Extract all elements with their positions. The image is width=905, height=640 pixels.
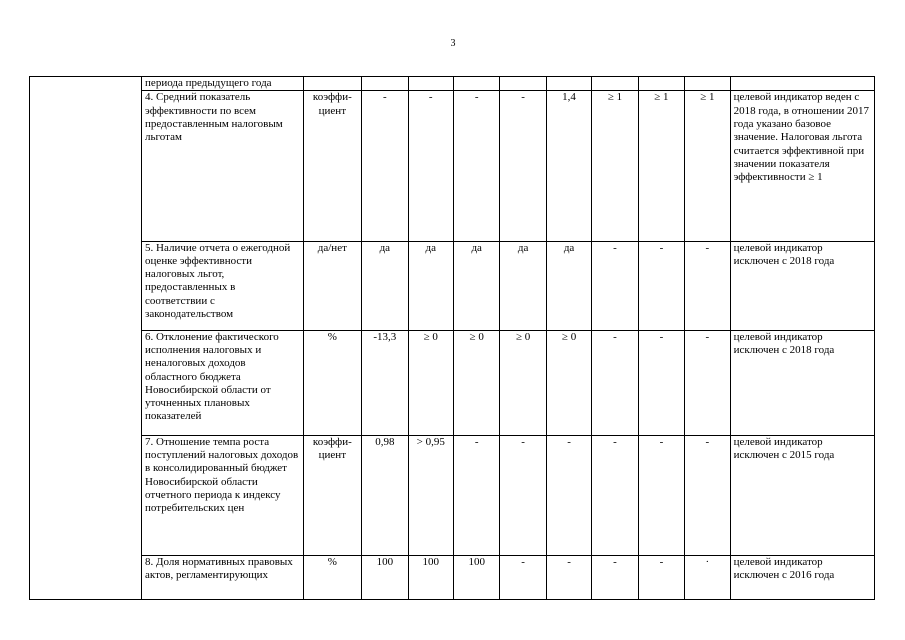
value-cell: 0,98 — [362, 435, 408, 555]
indicator-name-cell: 7. Отношение темпа роста поступлений налоговых доходов в консолидированный бюджет Новосибирской области отчетного периода к индексу потребительских цен — [142, 435, 304, 555]
note-cell: целевой индикатор исключен с 2018 года — [730, 330, 874, 435]
value-cell: - — [500, 435, 546, 555]
note-cell: целевой индикатор исключен с 2016 года — [730, 555, 874, 599]
value-cell: 100 — [362, 555, 408, 599]
value-cell: - — [592, 555, 638, 599]
value-cell: - — [685, 330, 730, 435]
value-cell: ≥ 1 — [592, 91, 638, 241]
table-row — [30, 91, 875, 241]
value-cell: - — [638, 555, 684, 599]
value-cell: ≥ 0 — [546, 330, 591, 435]
value-cell — [638, 77, 684, 91]
note-cell: целевой индикатор исключен с 2018 года — [730, 241, 874, 330]
value-cell: · — [685, 555, 730, 599]
value-cell: да — [408, 241, 453, 330]
unit-cell: коэффи-циент — [303, 91, 362, 241]
value-cell: - — [592, 330, 638, 435]
value-cell: - — [592, 435, 638, 555]
indicator-name-cell: 5. Наличие отчета о ежегодной оценке эффективности налоговых льгот, предоставленных в соответствии с законодательством — [142, 241, 304, 330]
indicators-table — [29, 76, 875, 600]
table-row — [30, 241, 875, 330]
note-cell — [730, 77, 874, 91]
value-cell: - — [500, 555, 546, 599]
value-cell: - — [408, 91, 453, 241]
table-row — [30, 77, 875, 91]
unit-cell: % — [303, 555, 362, 599]
value-cell — [592, 77, 638, 91]
value-cell: - — [685, 435, 730, 555]
value-cell: ≥ 1 — [638, 91, 684, 241]
indicator-name-cell: 4. Средний показатель эффективности по всем предоставленным налоговым льготам — [142, 91, 304, 241]
value-cell — [453, 77, 499, 91]
value-cell — [408, 77, 453, 91]
table-row — [30, 435, 875, 555]
value-cell: - — [592, 241, 638, 330]
unit-cell: да/нет — [303, 241, 362, 330]
value-cell — [685, 77, 730, 91]
value-cell: ≥ 0 — [500, 330, 546, 435]
table-row — [30, 330, 875, 435]
unit-cell: коэффи-циент — [303, 435, 362, 555]
value-cell: да — [546, 241, 591, 330]
value-cell: - — [362, 91, 408, 241]
value-cell: да — [500, 241, 546, 330]
value-cell: - — [638, 435, 684, 555]
value-cell: - — [500, 91, 546, 241]
value-cell: 1,4 — [546, 91, 591, 241]
value-cell: 100 — [453, 555, 499, 599]
value-cell: - — [453, 435, 499, 555]
value-cell: - — [638, 241, 684, 330]
unit-cell — [303, 77, 362, 91]
value-cell: - — [638, 330, 684, 435]
value-cell: ≥ 0 — [408, 330, 453, 435]
value-cell: да — [362, 241, 408, 330]
note-cell: целевой индикатор исключен с 2015 года — [730, 435, 874, 555]
value-cell: ≥ 0 — [453, 330, 499, 435]
table-row — [30, 555, 875, 599]
value-cell: - — [685, 241, 730, 330]
indicator-name-cell: 6. Отклонение фактического исполнения налоговых и неналоговых доходов областного бюджета Новосибирской области от уточненных плановых показателей — [142, 330, 304, 435]
value-cell: - — [546, 555, 591, 599]
page-number: 3 — [450, 38, 456, 49]
value-cell: - — [546, 435, 591, 555]
value-cell: 100 — [408, 555, 453, 599]
value-cell: да — [453, 241, 499, 330]
value-cell — [500, 77, 546, 91]
value-cell — [546, 77, 591, 91]
value-cell: > 0,95 — [408, 435, 453, 555]
indicator-name-cell: 8. Доля нормативных правовых актов, регламентирующих — [142, 555, 304, 599]
unit-cell: % — [303, 330, 362, 435]
value-cell: ≥ 1 — [685, 91, 730, 241]
value-cell — [362, 77, 408, 91]
value-cell: -13,3 — [362, 330, 408, 435]
indicator-name-cell: периода предыдущего года — [142, 77, 304, 91]
value-cell: - — [453, 91, 499, 241]
empty-first-column-cell — [30, 77, 142, 600]
note-cell: целевой индикатор веден с 2018 года, в отношении 2017 года указано базовое значение. Налоговая льгота считается эффективной при значении показателя эффективности ≥ 1 — [730, 91, 874, 241]
